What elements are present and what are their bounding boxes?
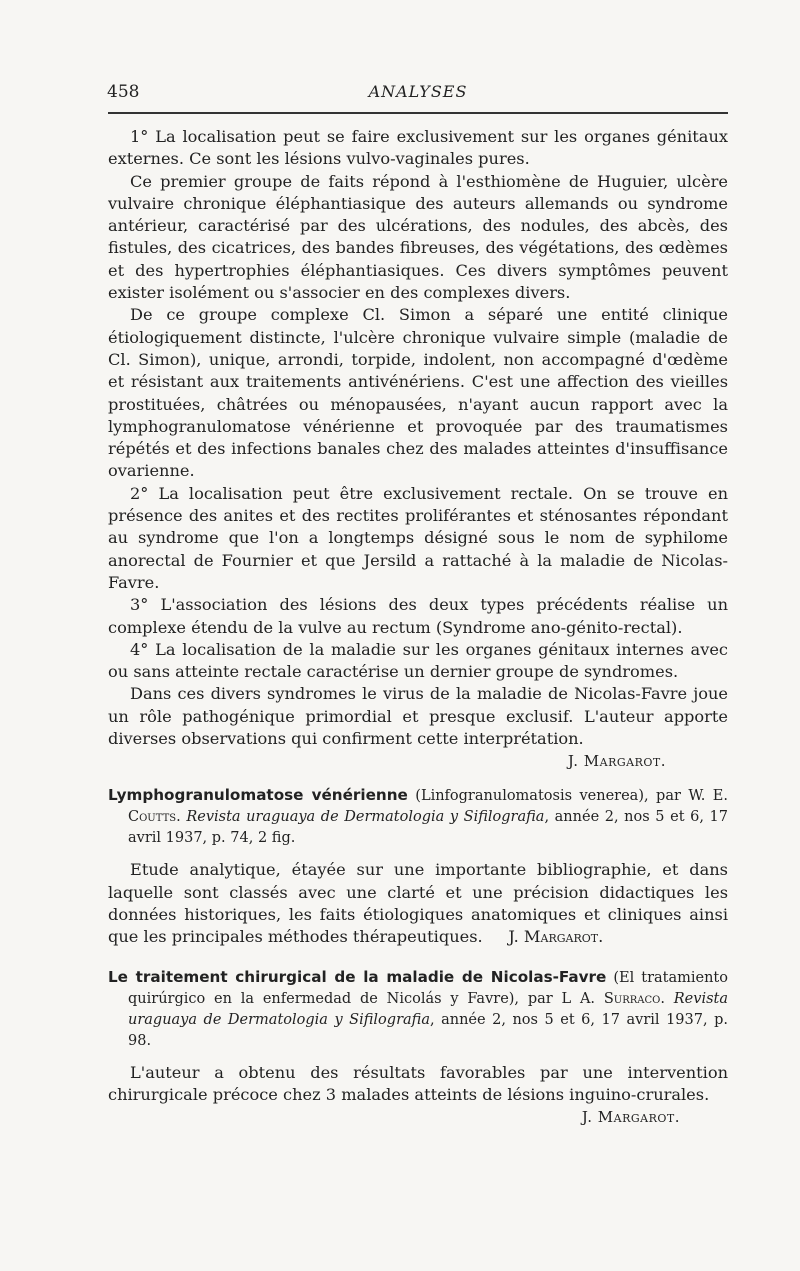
journal-name: Revista uraguaya de Dermatologia y Sifilografia [128, 990, 729, 1028]
signature: J. Margarot. [567, 752, 666, 771]
entry-body: L'auteur a obtenu des résultats favorables par une intervention chirurgicale précoce chez 3 malades atteints de lésions inguino-crurales. [108, 1062, 728, 1104]
reference-text: . [660, 990, 674, 1007]
paragraph: Ce premier groupe de faits répond à l'esthiomène de Huguier, ulcère vulvaire chronique éléphantiasique des auteurs allemands ou syndrome antérieur, caractérisé par des ulcérations, des nodules, des abcès, des fistules, des cicatrices, des bandes fibreuses, des végétations, des œdèmes et des hypertrophies éléphantiasiques. Ces divers symptômes peuvent exister isolément ou s'associer en des complexes divers. [108, 171, 728, 303]
signature: J. Margarot. [508, 927, 604, 947]
entry-body-text: Etude analytique, étayée sur une importante bibliographie, et dans laquelle sont classés avec une clarté et une précision didactiques les données historiques, les faits étiologiques anatomiques et cliniques ainsi que les principales méthodes thérapeutiques. [108, 860, 728, 947]
abstract-entry [108, 967, 728, 1129]
paragraph: De ce groupe complexe Cl. Simon a séparé une entité clinique étiologiquement distincte, l'ulcère chronique vulvaire simple (maladie de Cl. Simon), unique, arrondi, torpide, indolent, non accompagné d'œdème et résistant aux traitements antivénériens. C'est une affection des vieilles prostituées, châtrées ou ménopausées, n'ayant aucun rapport avec la lymphogranulomatose vénérienne et provoquée par des traumatismes répétés et des infections banales chez des malades atteintes d'insuffisance ovarienne. [108, 305, 728, 481]
analysis-continuation [108, 126, 728, 772]
page [107, 82, 729, 1127]
paragraph: Dans ces divers syndromes le virus de la maladie de Nicolas-Favre joue un rôle pathogénique primordial et presque exclusif. L'auteur apporte diverses observations qui confirment cette interprétation. [108, 684, 728, 749]
paragraph: 1° La localisation peut se faire exclusivement sur les organes génitaux externes. Ce sont les lésions vulvo-vaginales pures. [108, 127, 728, 169]
page-number: 458 [107, 82, 140, 102]
paragraph: 2° La localisation peut être exclusivement rectale. On se trouve en présence des anites et des rectites proliférantes et sténosantes répondant au syndrome que l'on a longtemps désigné sous le nom de syphilome anorectal de Fournier et que Jersild a rattaché à la maladie de Nicolas-Favre. [108, 483, 728, 592]
running-title: ANALYSES [368, 82, 468, 101]
reference-text: . [176, 809, 187, 826]
entry-body [108, 859, 728, 948]
entry-reference [108, 967, 728, 1052]
entry-title: Le traitement chirurgical de la maladie de Nicolas-Favre [108, 967, 607, 986]
signature: J. Margarot. [581, 1108, 680, 1127]
entry-title: Lymphogranulomatose vénérienne [108, 786, 408, 805]
page-header [108, 82, 728, 108]
author-name: Coutts [128, 809, 177, 826]
paragraph: 4° La localisation de la maladie sur les organes génitaux internes avec ou sans atteinte rectale caractérise un dernier groupe de syndromes. [108, 639, 728, 682]
page-body [108, 126, 728, 1128]
reference-text: , année 2, nos 5 et 6, 17 avril 1937, p. 74, 2 fig. [128, 809, 729, 847]
paragraph: 3° L'association des lésions des deux types précédents réalise un complexe étendu de la vulve au rectum (Syndrome ano-génito-rectal). [108, 595, 728, 637]
reference-text: (El tratamiento quirúrgico en la enfermedad de Nicolás y Favre), par L A. [128, 969, 728, 1007]
header-rule [108, 112, 728, 114]
entry-reference [108, 785, 728, 849]
journal-name: Revista uraguaya de Dermatologia y Sifilografia [186, 809, 545, 826]
reference-text: , année 2, nos 5 et 6, 17 avril 1937, p. 98. [128, 1011, 728, 1049]
reference-text: (Linfogranulomatosis venerea), par W. E. [407, 788, 728, 805]
author-name: Surraco [603, 990, 661, 1007]
abstract-entry [108, 785, 728, 948]
